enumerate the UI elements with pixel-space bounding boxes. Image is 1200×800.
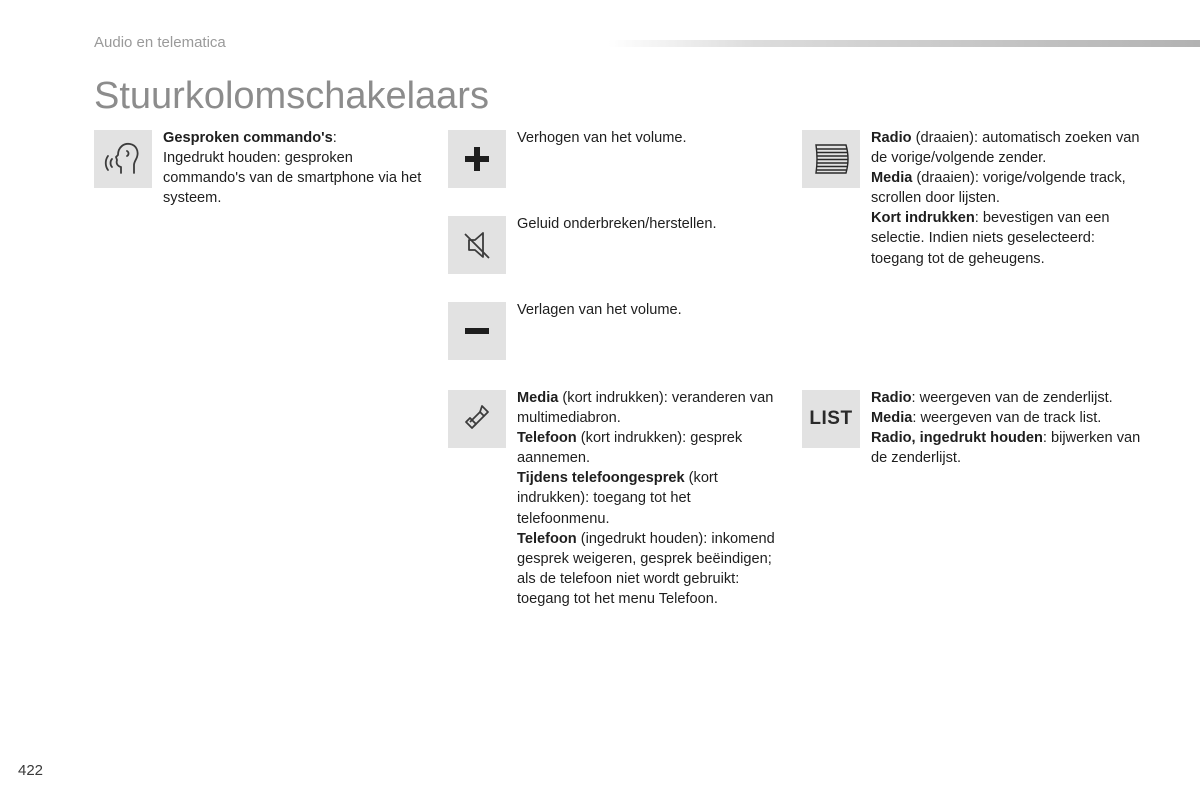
phone-hold-label: Telefoon: [517, 530, 577, 547]
wheel-press-text: : bevestigen van een selectie. Indien niets geselecteerd: toegang tot de geheugens.: [871, 210, 1110, 267]
wheel-media-text: (draaien): vorige/volgende track, scrollen door lijsten.: [871, 170, 1126, 207]
phone-during-call-label: Tijdens telefoongesprek: [517, 470, 685, 487]
phone-media-label: Media: [517, 390, 559, 406]
page-number: 422: [18, 762, 44, 779]
volume-up-text: Verhogen van het volume.: [517, 130, 687, 146]
voice-command-description: [163, 128, 428, 208]
list-media-label: Media: [871, 410, 913, 427]
voice-command-label: Gesproken commando's: [163, 130, 333, 146]
phone-during-call-text: (kort indrukken): toegang tot het telefoonmenu.: [517, 470, 718, 527]
list-description: [871, 388, 1141, 468]
volume-down-description: [517, 300, 782, 320]
phone-description: [517, 388, 782, 609]
volume-up-description: [517, 128, 782, 148]
phone-answer-text: (kort indrukken): gesprek aannemen.: [517, 430, 743, 467]
minus-icon: [448, 302, 506, 360]
list-radio-text: : weergeven van de zenderlijst.: [911, 390, 1113, 406]
list-button-label: LIST: [809, 408, 853, 429]
voice-command-text: Ingedrukt houden: gesproken commando's van de smartphone via het systeem.: [163, 150, 422, 207]
thumbwheel-icon: [802, 130, 860, 188]
wheel-radio-text: (draaien): automatisch zoeken van de vorige/volgende zender.: [871, 130, 1140, 167]
mute-text: Geluid onderbreken/herstellen.: [517, 216, 717, 232]
list-media-text: : weergeven van de track list.: [912, 410, 1102, 427]
wheel-media-label: Media: [871, 170, 913, 187]
plus-icon: [448, 130, 506, 188]
list-button-icon: [802, 390, 860, 448]
phone-media-text: (kort indrukken): veranderen van multimediabron.: [517, 390, 774, 427]
list-radio-hold-text: : bijwerken van de zenderlijst.: [871, 430, 1141, 467]
phone-answer-label: Telefoon: [517, 430, 577, 447]
list-radio-hold-label: Radio, ingedrukt houden: [871, 430, 1043, 447]
voice-command-icon: [94, 130, 152, 188]
volume-down-text: Verlagen van het volume.: [517, 302, 682, 318]
wheel-press-label: Kort indrukken: [871, 210, 975, 227]
header-gradient-bar: [608, 40, 1200, 47]
phone-hold-text: (ingedrukt houden): inkomend gesprek weigeren, gesprek beëindigen; als de telefoon niet wordt gebruikt: toegang tot het menu Telefoon.: [517, 530, 775, 607]
voice-command-colon: :: [332, 130, 337, 146]
wheel-radio-label: Radio: [871, 130, 912, 146]
phone-icon: [448, 390, 506, 448]
thumbwheel-description: [871, 128, 1141, 269]
page-title: Stuurkolomschakelaars: [94, 75, 489, 117]
section-label: Audio en telematica: [94, 34, 226, 51]
list-radio-label: Radio: [871, 390, 912, 406]
mute-description: [517, 214, 782, 234]
mute-speaker-icon: [448, 216, 506, 274]
